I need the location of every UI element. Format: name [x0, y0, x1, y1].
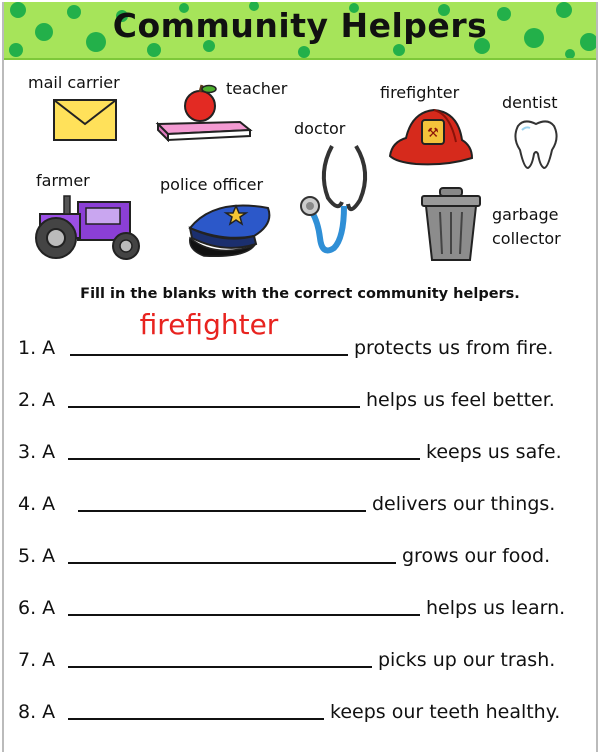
sentence-number: 8. A: [18, 701, 56, 723]
answer-blank-2[interactable]: [68, 406, 360, 408]
sentence-row-1: [18, 308, 588, 365]
title-banner: [4, 2, 596, 60]
tractor-icon: [30, 188, 142, 264]
fire-helmet-icon: [386, 106, 476, 168]
sentence-number: 3. A: [18, 441, 56, 463]
sentence-text: protects us from fire.: [354, 337, 554, 359]
sentence-text: helps us feel better.: [366, 389, 555, 411]
sentence-text: helps us learn.: [426, 597, 566, 619]
sentence-number: 4. A: [18, 493, 56, 515]
sentence-row-4: [18, 481, 588, 521]
sentence-row-2: [18, 377, 588, 417]
label-firefighter: firefighter: [380, 83, 460, 102]
label-mail-carrier: mail carrier: [28, 73, 120, 92]
tooth-icon: [512, 116, 560, 172]
sentence-text: keeps our teeth healthy.: [330, 701, 561, 723]
answer-blank-5[interactable]: [68, 562, 396, 564]
envelope-icon: [52, 98, 118, 142]
answer-text: firefighter: [139, 308, 279, 341]
answer-blank-4[interactable]: [78, 510, 366, 512]
sentence-row-5: [18, 533, 588, 573]
sentence-text: delivers our things.: [372, 493, 556, 515]
apple-books-icon: [154, 84, 254, 142]
sentence-text: keeps us safe.: [426, 441, 562, 463]
answer-blank-8[interactable]: [68, 718, 324, 720]
label-farmer: farmer: [36, 171, 90, 190]
label-doctor: doctor: [294, 119, 346, 138]
trash-can-icon: [418, 186, 484, 264]
sentence-number: 7. A: [18, 649, 56, 671]
sentence-number: 5. A: [18, 545, 56, 567]
police-hat-icon: [184, 198, 274, 260]
answer-blank-3[interactable]: [68, 458, 420, 460]
sentence-row-3: [18, 429, 588, 469]
sentence-text: picks up our trash.: [378, 649, 556, 671]
answer-blank-6[interactable]: [68, 614, 420, 616]
page-title: Community Helpers: [112, 6, 488, 45]
svg-text:⚒: ⚒: [427, 126, 439, 141]
answer-blank-7[interactable]: [68, 666, 372, 668]
sentence-row-8: [18, 689, 588, 729]
instructions: Fill in the blanks with the correct community helpers.: [80, 286, 520, 302]
sentence-text: grows our food.: [402, 545, 551, 567]
sentence-number: 6. A: [18, 597, 56, 619]
label-police-officer: police officer: [160, 175, 264, 194]
label-garbage: garbage: [492, 205, 559, 224]
sentence-number: 2. A: [18, 389, 56, 411]
label-collector: collector: [492, 229, 561, 248]
sentence-row-7: [18, 637, 588, 677]
label-dentist: dentist: [502, 93, 558, 112]
sentence-row-6: [18, 585, 588, 625]
stethoscope-icon: [298, 142, 378, 260]
label-teacher: teacher: [226, 79, 288, 98]
worksheet: [2, 2, 598, 752]
answer-blank-1[interactable]: [70, 308, 348, 356]
sentence-number: 1. A: [18, 337, 56, 359]
